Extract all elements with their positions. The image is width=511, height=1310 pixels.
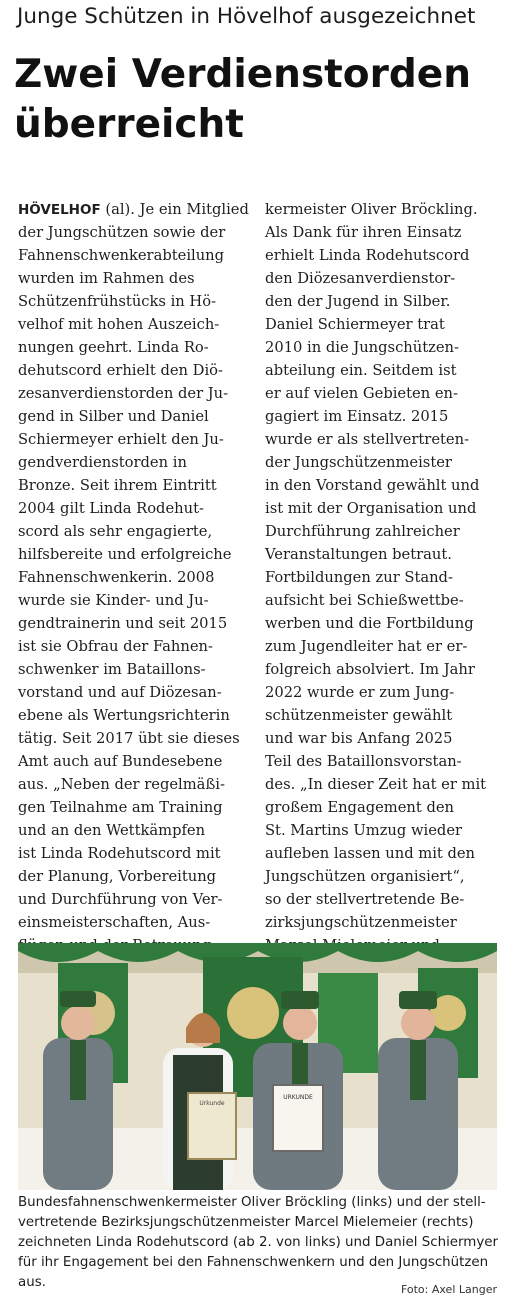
body-text-line: Fahnenschwenkerin. 2008	[18, 569, 215, 586]
caption-line: zeichneten Linda Rodehutscord (ab 2. von links) und Daniel Schiermyer	[18, 1235, 499, 1250]
body-text-line: wurde sie Kinder- und Ju-	[18, 592, 209, 609]
body-text-line: ist sie Obfrau der Fahnen-	[18, 638, 213, 655]
body-text-line: werben und die Fortbildung	[265, 615, 474, 632]
body-text-line: zum Jugendleiter hat er er-	[265, 638, 468, 655]
photo-illustration	[18, 943, 497, 1190]
body-text-line: ist Linda Rodehutscord mit	[18, 845, 221, 862]
body-text-line: tätig. Seit 2017 übt sie dieses	[18, 730, 240, 747]
body-text-line: der Jungschützen sowie der	[18, 224, 226, 241]
body-text-line: Amt auch auf Bundesebene	[18, 753, 223, 770]
body-text-line: vorstand und auf Diözesan-	[18, 684, 222, 701]
body-text-line: wurde er als stellvertreten-	[265, 431, 470, 448]
body-text-line: so der stellvertretende Be-	[265, 891, 465, 908]
body-text-line: erhielt Linda Rodehutscord	[265, 247, 470, 264]
body-text-line: gend in Silber und Daniel	[18, 408, 209, 425]
body-text-line: Fortbildungen zur Stand-	[265, 569, 453, 586]
headline-line-2: überreicht	[14, 102, 244, 147]
caption-line: Bundesfahnenschwenkermeister Oliver Bröckling (links) und der stell-	[18, 1195, 486, 1210]
body-text-line: 2022 wurde er zum Jung-	[265, 684, 455, 701]
body-text-line: Als Dank für ihren Einsatz	[265, 224, 462, 241]
dateline: HÖVELHOF	[18, 202, 101, 218]
body-text-line: Schützenfrühstücks in Hö-	[18, 293, 217, 310]
article-column-right	[265, 198, 497, 1003]
body-text-line: schwenker im Bataillons-	[18, 661, 206, 678]
body-text-line: den Diözesanverdienstor-	[265, 270, 456, 287]
body-text-line: gagiert im Einsatz. 2015	[265, 408, 449, 425]
body-text-line: nungen geehrt. Linda Ro-	[18, 339, 209, 356]
photo-credit: Foto: Axel Langer	[400, 1283, 497, 1296]
body-text-line: Daniel Schiermeyer trat	[265, 316, 445, 333]
caption-line: vertretende Bezirksjungschützenmeister Marcel Mielemeier (rechts)	[18, 1215, 474, 1230]
photo-caption	[18, 1193, 498, 1293]
body-text-line: er auf vielen Gebieten en-	[265, 385, 458, 402]
body-text-line: und war bis Anfang 2025	[265, 730, 453, 747]
body-text-line: gen Teilnahme am Training	[18, 799, 223, 816]
certificate-right-label: URKUNDE	[283, 1094, 313, 1101]
body-text-line: den der Jugend in Silber.	[265, 293, 451, 310]
body-text-line: Durchführung zahlreicher	[265, 523, 460, 540]
body-text-line: aufsicht bei Schießwettbe-	[265, 592, 464, 609]
body-text-line: Fahnenschwenkerabteilung	[18, 247, 225, 264]
body-text-line: kermeister Oliver Bröckling.	[265, 201, 478, 218]
body-text-line: zesanverdienstorden der Ju-	[18, 385, 229, 402]
body-text-line: des. „In dieser Zeit hat er mit	[265, 776, 487, 793]
body-text-line: ebene als Wertungsrichterin	[18, 707, 230, 724]
body-text-line: hilfsbereite und erfolgreiche	[18, 546, 232, 563]
body-text-line: aus. „Neben der regelmäßi-	[18, 776, 225, 793]
body-text-line: gendverdienstorden in	[18, 454, 187, 471]
body-text-line: in den Vorstand gewählt und	[265, 477, 480, 494]
caption-line: aus.	[18, 1275, 46, 1290]
certificate-left-label: Urkunde	[199, 1100, 225, 1107]
headline-line-1: Zwei Verdienstorden	[14, 52, 471, 97]
body-text-line: Teil des Bataillonsvorstan-	[265, 753, 462, 770]
body-text-line: und Durchführung von Ver-	[18, 891, 223, 908]
body-text-line: ist mit der Organisation und	[265, 500, 477, 517]
body-text-line: einsmeisterschaften, Aus-	[18, 914, 211, 931]
article-kicker: Junge Schützen in Hövelhof ausgezeichnet	[17, 4, 476, 29]
body-text-line: gendtrainerin und seit 2015	[18, 615, 228, 632]
body-text-line: dehutscord erhielt den Diö-	[18, 362, 223, 379]
body-text-line: Veranstaltungen betraut.	[265, 546, 452, 563]
body-text-line: scord als sehr engagierte,	[18, 523, 213, 540]
body-text-line: Schiermeyer erhielt den Ju-	[18, 431, 224, 448]
body-text-line: 2010 in die Jungschützen-	[265, 339, 459, 356]
body-text-line: wurden im Rahmen des	[18, 270, 195, 287]
body-text-fragment: (al). Je ein Mitglied	[100, 201, 249, 218]
article-photo	[18, 943, 497, 1190]
body-text-line: 2004 gilt Linda Rodehut-	[18, 500, 204, 517]
body-text-line	[18, 198, 250, 221]
body-text-line: schützenmeister gewählt	[265, 707, 453, 724]
body-text-line: großem Engagement den	[265, 799, 455, 816]
article-headline	[14, 50, 499, 150]
body-text-line: velhof mit hohen Auszeich-	[18, 316, 220, 333]
body-text-line: der Planung, Vorbereitung	[18, 868, 217, 885]
body-text-line: abteilung ein. Seitdem ist	[265, 362, 457, 379]
body-text-line: St. Martins Umzug wieder	[265, 822, 463, 839]
body-text-line: zirksjungschützenmeister	[265, 914, 457, 931]
body-text-line: Bronze. Seit ihrem Eintritt	[18, 477, 217, 494]
caption-line: für ihr Engagement bei den Fahnenschwenkern und den Jungschützen	[18, 1255, 489, 1270]
body-text-line: der Jungschützenmeister	[265, 454, 452, 471]
body-text-line: und an den Wettkämpfen	[18, 822, 206, 839]
body-text-line: aufleben lassen und mit den	[265, 845, 476, 862]
body-text-line: folgreich absolviert. Im Jahr	[265, 661, 475, 678]
article-column-left	[18, 198, 250, 1003]
body-text-line: Jungschützen organisiert“,	[265, 868, 465, 885]
